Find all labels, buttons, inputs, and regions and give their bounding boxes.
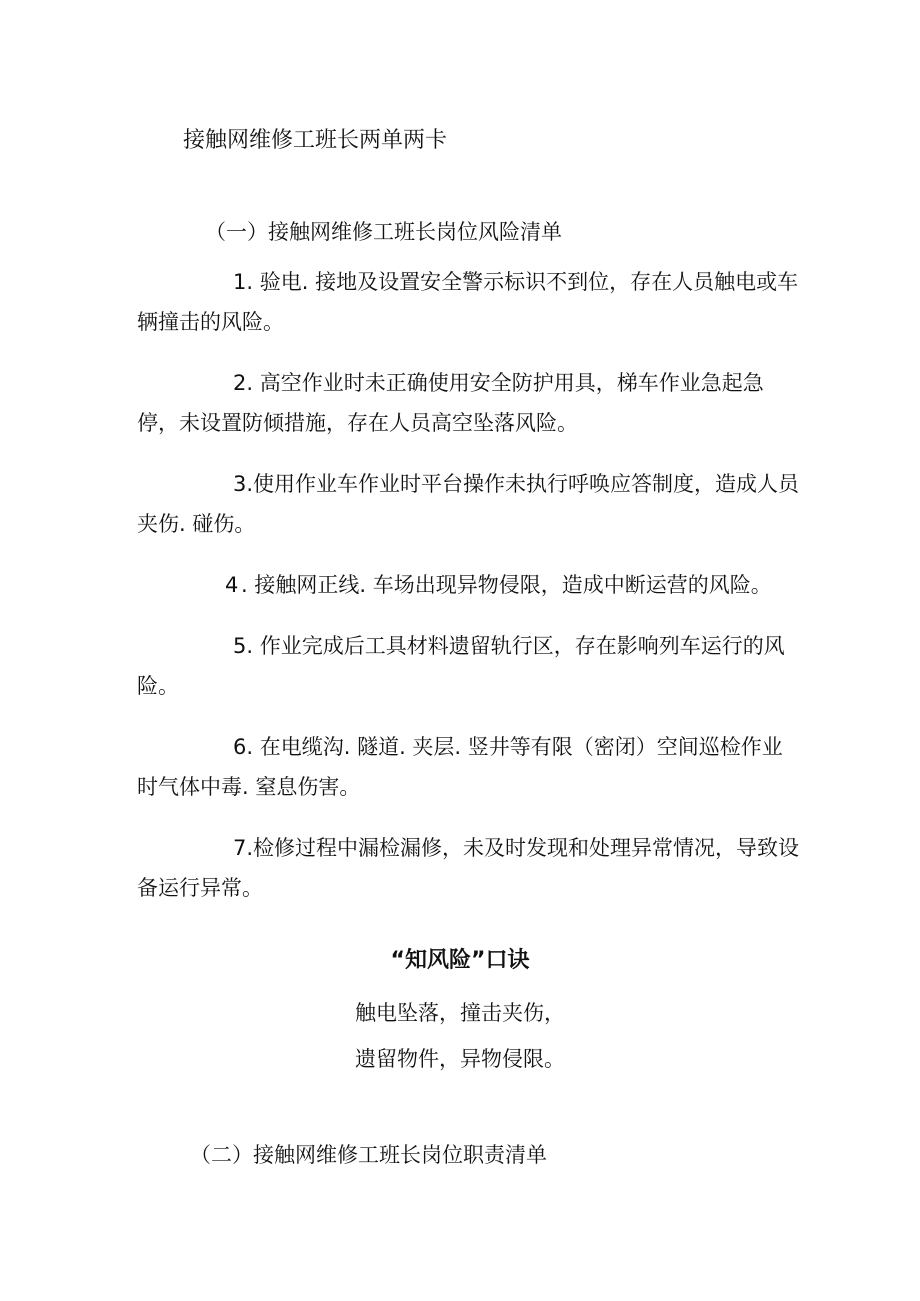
section-two-heading: （二）接触网维修工班长岗位职责清单 [190, 1143, 547, 1167]
item-number: 6 [233, 735, 247, 759]
mnemonic-line: 遗留物件，异物侵限。 [355, 1047, 565, 1071]
item-text: . 作业完成后工具材料遗留轨行区，存在影响列车运行的风险。 [137, 634, 785, 698]
item-number: 3 [233, 472, 247, 496]
item-text: .使用作业车作业时平台操作未执行呼唤应答制度，造成人员夹伤. 碰伤。 [137, 472, 800, 536]
document-title: 接触网维修工班长两单两卡 [183, 128, 448, 153]
item-number: 2 [233, 371, 247, 395]
risk-list [137, 262, 802, 929]
list-item [137, 262, 802, 342]
item-number: 5 [233, 634, 247, 658]
mnemonic-title: “知风险”口诀 [390, 948, 530, 973]
list-item [137, 464, 802, 544]
list-item [137, 727, 802, 807]
list-item [137, 565, 802, 605]
item-text: .检修过程中漏检漏修，未及时发现和处理异常情况，导致设备运行异常。 [137, 836, 800, 900]
item-number: 4 [225, 573, 239, 597]
list-item [137, 363, 802, 443]
list-item [137, 626, 802, 706]
item-text: . 在电缆沟. 隧道. 夹层. 竖井等有限（密闭）空间巡检作业时气体中毒. 窒息伤害。 [137, 735, 783, 799]
item-text: . 高空作业时未正确使用安全防护用具，梯车作业急起急停，未设置防倾措施，存在人员高空坠落风险。 [137, 371, 764, 435]
item-text: . 接触网正线. 车场出现异物侵限，造成中断运营的风险。 [241, 573, 772, 597]
item-text: . 验电. 接地及设置安全警示标识不到位，存在人员触电或车辆撞击的风险。 [137, 270, 799, 334]
list-item [137, 828, 802, 908]
mnemonic-line: 触电坠落，撞击夹伤， [355, 1001, 565, 1025]
item-number: 7 [233, 836, 247, 860]
item-number: 1 [233, 270, 247, 294]
section-one-heading: （一）接触网维修工班长岗位风险清单 [205, 220, 562, 244]
